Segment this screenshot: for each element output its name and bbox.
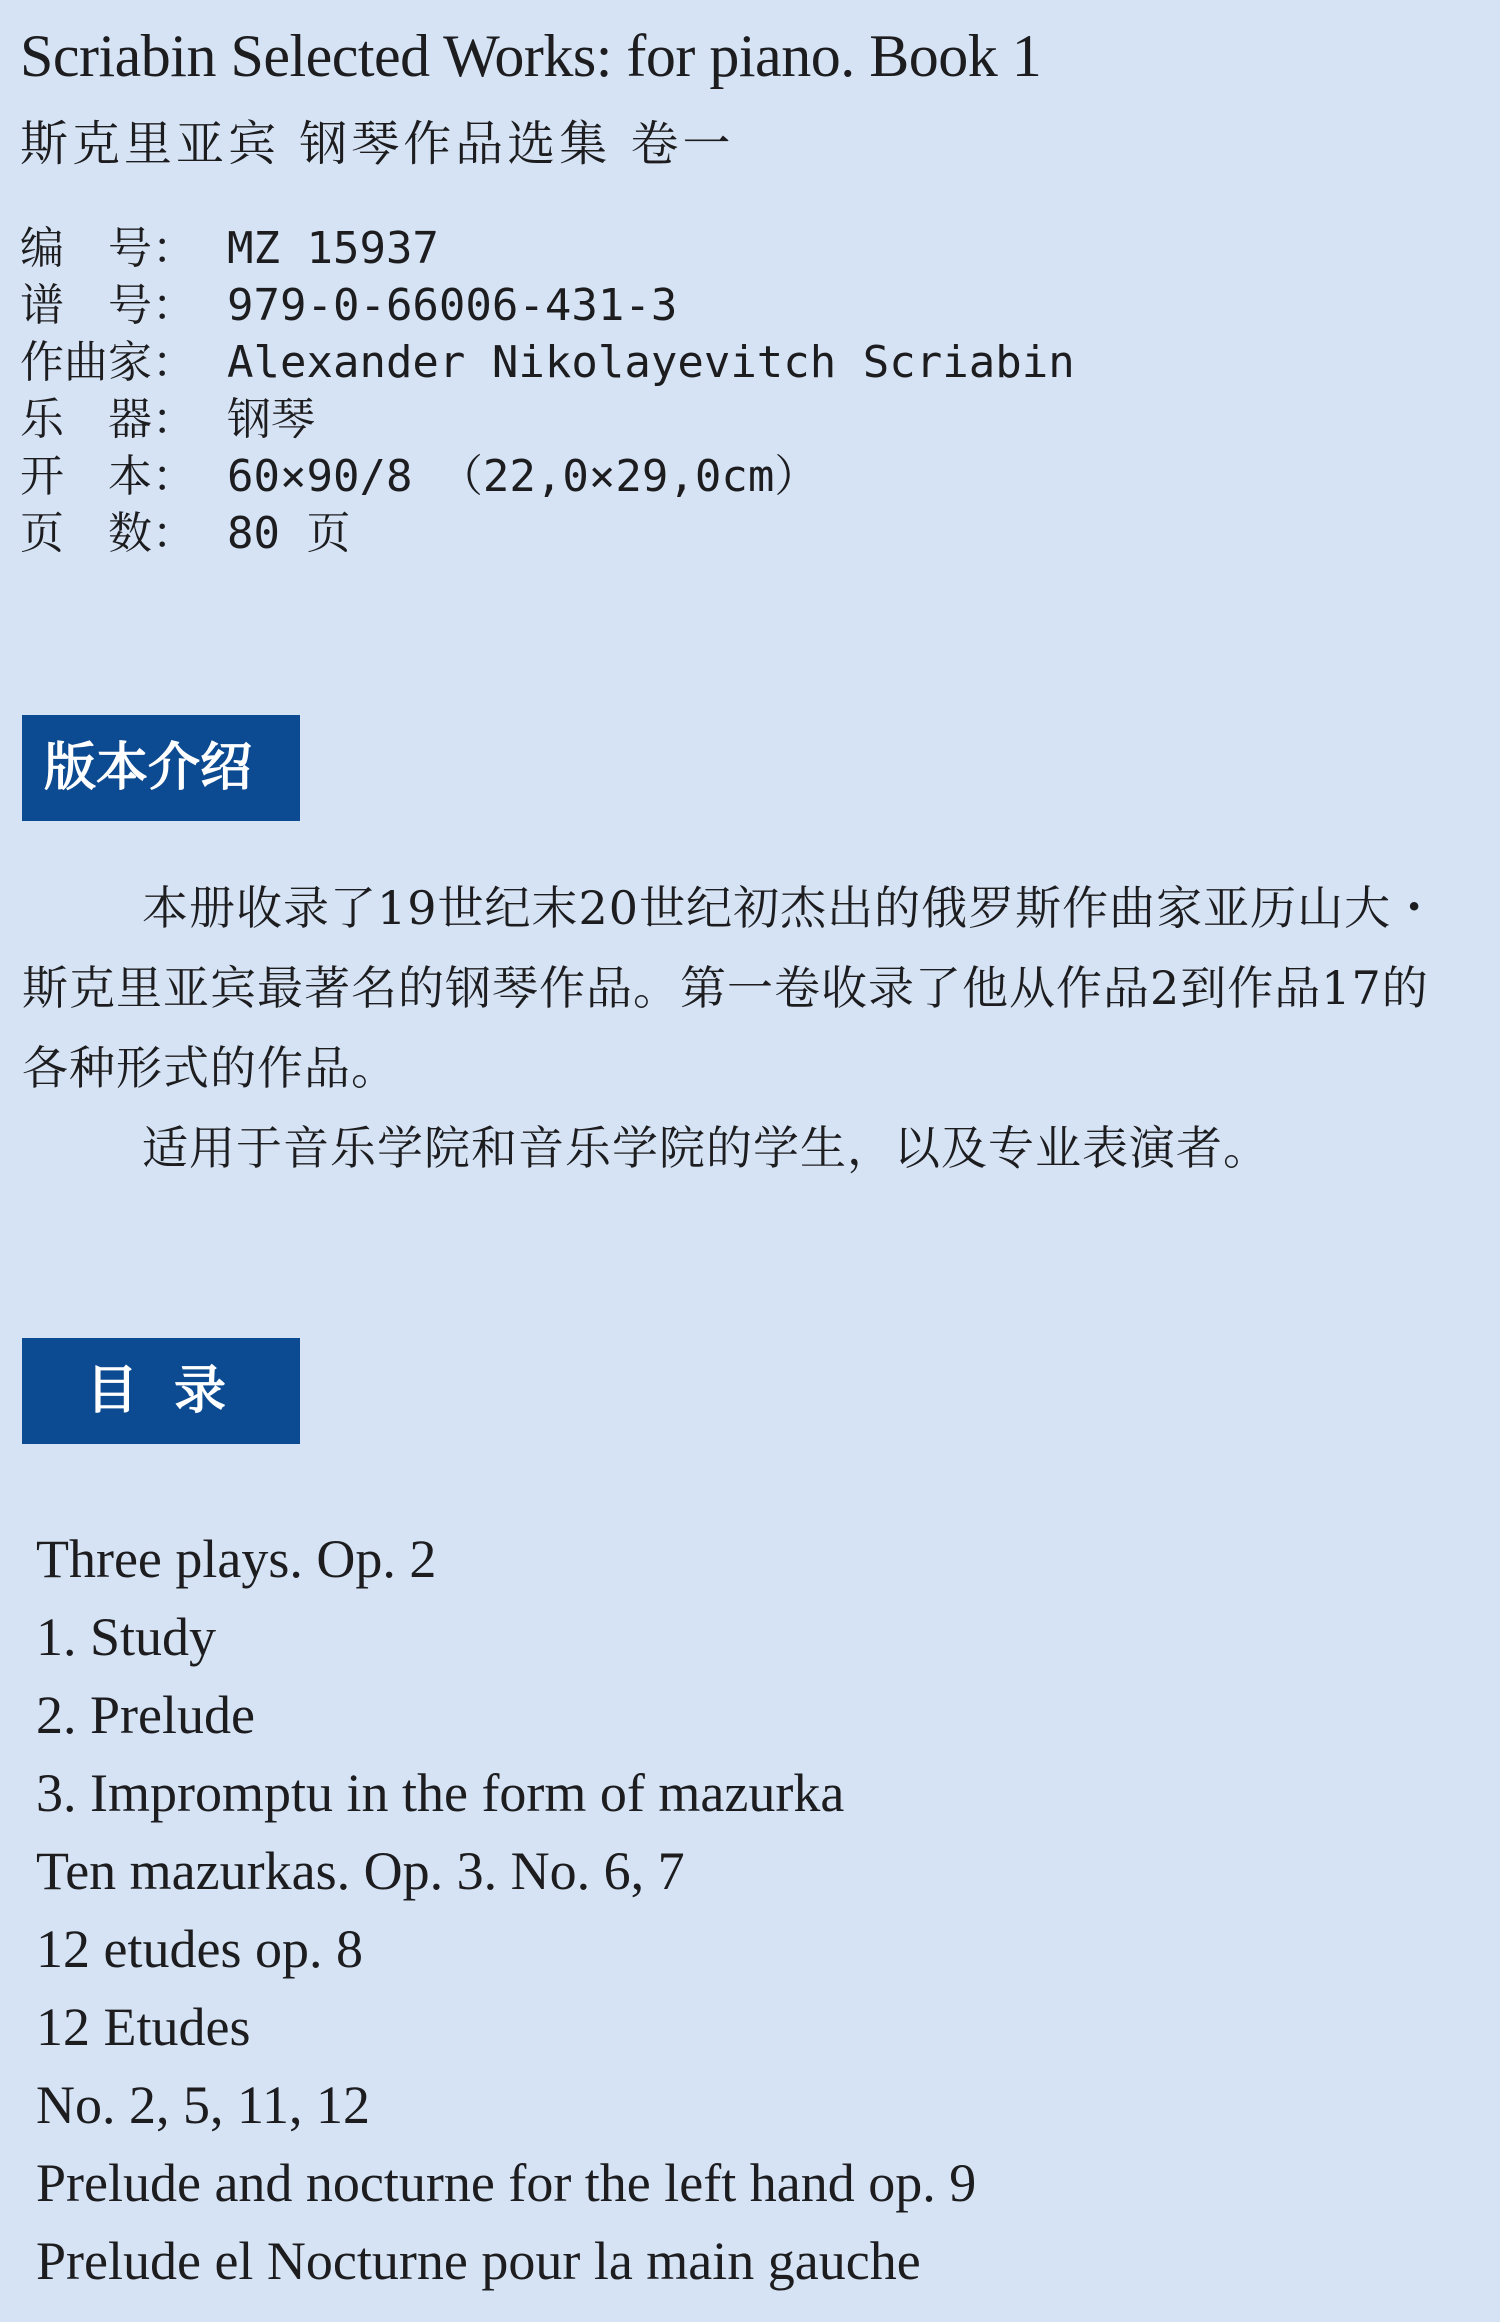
meta-row-composer bbox=[20, 334, 1075, 391]
contents-item: Prelude and nocturne for the left hand op. 9 bbox=[36, 2153, 977, 2213]
meta-label: 谱 号： bbox=[20, 280, 196, 331]
section-heading-contents: 目录 bbox=[22, 1338, 300, 1444]
meta-value: Alexander Nikolayevitch Scriabin bbox=[227, 337, 1075, 388]
meta-value: 80 页 bbox=[227, 508, 351, 559]
meta-label: 页 数： bbox=[20, 508, 196, 559]
meta-label: 开 本： bbox=[20, 451, 196, 502]
meta-value: 979-0-66006-431-3 bbox=[227, 280, 678, 331]
meta-label: 乐 器： bbox=[20, 394, 196, 445]
meta-label: 编 号： bbox=[20, 223, 196, 274]
meta-row-ismn bbox=[20, 277, 1075, 334]
meta-value: 60×90/8 （22,0×29,0cm） bbox=[227, 451, 819, 502]
meta-value: 钢琴 bbox=[227, 394, 315, 445]
meta-label: 作曲家： bbox=[20, 337, 196, 388]
meta-row-format bbox=[20, 448, 1075, 505]
meta-row-pages bbox=[20, 505, 1075, 562]
contents-item: Prelude el Nocturne pour la main gauche bbox=[36, 2231, 921, 2291]
contents-item: 3. Impromptu in the form of mazurka bbox=[36, 1763, 845, 1823]
meta-row-instrument bbox=[20, 391, 1075, 448]
contents-item: 1. Study bbox=[36, 1607, 217, 1667]
book-metadata bbox=[20, 220, 1075, 562]
book-title-zh: 斯克里亚宾 钢琴作品选集 卷一 bbox=[20, 116, 735, 172]
book-title-en: Scriabin Selected Works: for piano. Book 1 bbox=[20, 23, 1042, 89]
meta-row-catalog-number bbox=[20, 220, 1075, 277]
edition-intro-text bbox=[22, 868, 1462, 1188]
contents-item: 12 Etudes bbox=[36, 1997, 251, 2057]
contents-item: 2. Prelude bbox=[36, 1685, 255, 1745]
section-heading-edition-intro: 版本介绍 bbox=[22, 715, 300, 821]
intro-paragraph: 本册收录了19世纪末20世纪初杰出的俄罗斯作曲家亚历山大・斯克里亚宾最著名的钢琴作品。第一卷收录了他从作品2到作品17的各种形式的作品。 bbox=[22, 881, 1439, 1095]
contents-item: Three plays. Op. 2 bbox=[36, 1529, 437, 1589]
contents-item: No. 2, 5, 11, 12 bbox=[36, 2075, 370, 2135]
meta-value: MZ 15937 bbox=[227, 223, 439, 274]
contents-list bbox=[36, 1520, 976, 2300]
contents-item: Ten mazurkas. Op. 3. No. 6, 7 bbox=[36, 1841, 685, 1901]
intro-paragraph: 适用于音乐学院和音乐学院的学生，以及专业表演者。 bbox=[142, 1121, 1270, 1175]
contents-item: 12 etudes op. 8 bbox=[36, 1919, 363, 1979]
